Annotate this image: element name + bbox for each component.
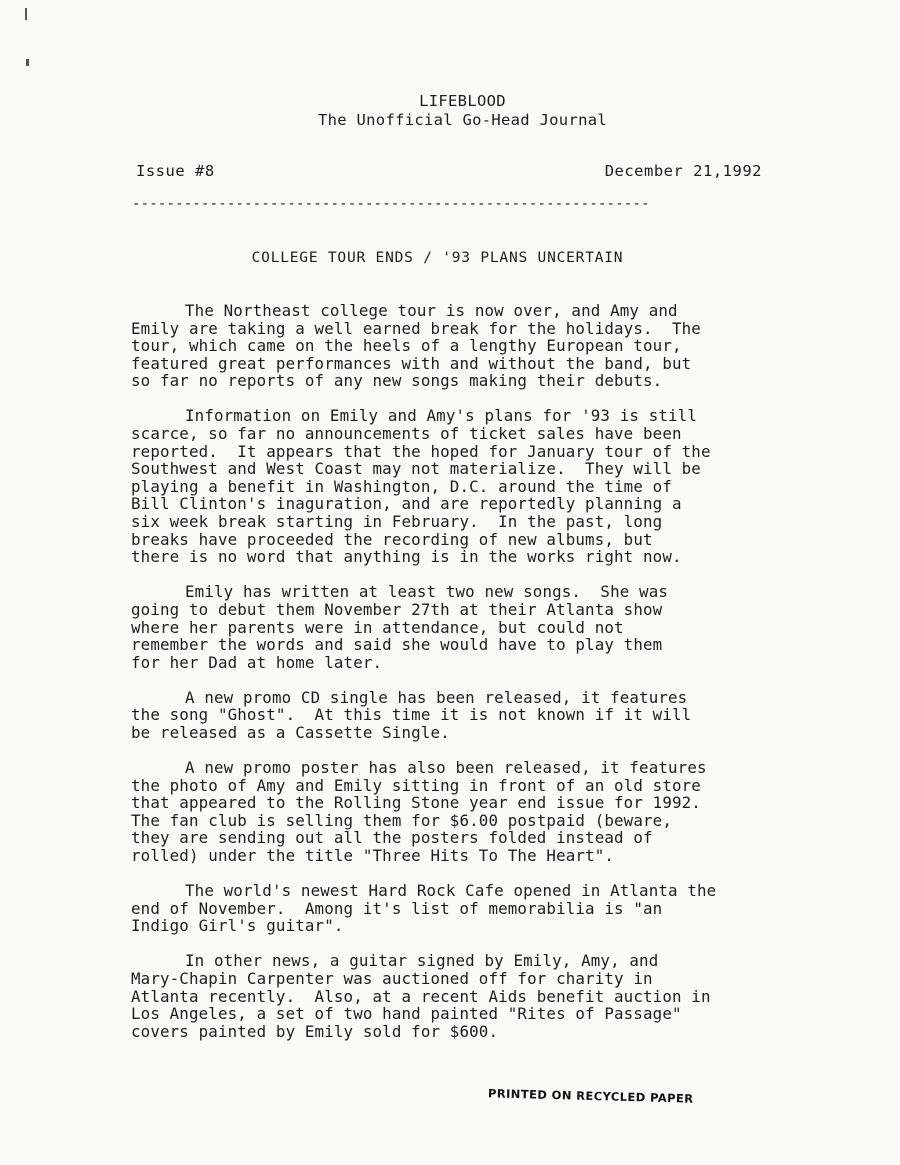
paragraph-line: In other news, a guitar signed by Emily, Amy, and [185, 951, 659, 971]
paragraph-line: be released as a Cassette Single. [131, 722, 450, 742]
paragraph-line: covers painted by Emily sold for $600. [131, 1021, 499, 1041]
paragraph-line: tour, which came on the heels of a lengthy European tour, [131, 336, 682, 356]
paragraph-line: The Northeast college tour is now over, and Amy and [185, 301, 678, 320]
paragraph-line: the song "Ghost". At this time it is not known if it will [131, 705, 692, 725]
paragraph-line: Los Angeles, a set of two hand painted "Rites of Passage" [131, 1004, 682, 1024]
paragraph-line: breaks have proceeded the recording of new albums, but [131, 529, 653, 549]
paragraph-line: The world's newest Hard Rock Cafe opened in Atlanta the [185, 881, 717, 901]
paragraph-line: for her Dad at home later. [131, 652, 383, 672]
paragraph-line: reported. It appears that the hoped for January tour of the [131, 441, 711, 461]
paragraph-line: the photo of Amy and Emily sitting in front of an old store [131, 775, 701, 795]
paragraph-line: Information on Emily and Amy's plans for '93 is still [185, 406, 698, 426]
masthead [0, 92, 900, 130]
article-paragraph [131, 759, 791, 865]
issue-line [136, 162, 762, 180]
paragraph-line: featured great performances with and without the band, but [131, 353, 692, 373]
article-paragraph [131, 302, 791, 390]
publication-title: LIFEBLOOD [419, 92, 506, 110]
paragraph-line: Emily are taking a well earned break for the holidays. The [131, 318, 701, 338]
recycled-paper-stamp: PRINTED ON RECYCLED PAPER [487, 1086, 694, 1106]
paragraph-line: Southwest and West Coast may not materialize. They will be [131, 459, 701, 479]
paragraph-line: scarce, so far no announcements of ticket sales have been [131, 424, 682, 444]
paragraph-line: The fan club is selling them for $6.00 postpaid (beware, [131, 810, 672, 830]
paragraph-line: that appeared to the Rolling Stone year end issue for 1992. [131, 793, 701, 813]
paragraph-line: end of November. Among it's list of memorabilia is "an [131, 898, 663, 918]
dashed-divider: ------------------------------------------------------------ [132, 196, 650, 212]
paragraph-line: Emily has written at least two new songs. She was [185, 582, 669, 602]
issue-date: December 21,1992 [604, 162, 762, 180]
paragraph-line: Indigo Girl's guitar". [131, 916, 344, 936]
paragraph-line: remember the words and said she would have to play them [131, 635, 663, 655]
paragraph-line: where her parents were in attendance, but could not [131, 617, 624, 637]
paragraph-line: playing a benefit in Washington, D.C. around the time of [131, 476, 672, 496]
article-paragraph [131, 583, 791, 671]
issue-number: Issue #8 [136, 162, 215, 180]
article-paragraph [131, 952, 791, 1040]
paragraph-line: they are sending out all the posters folded instead of [131, 828, 653, 848]
binding-mark [26, 59, 29, 66]
article-paragraph [131, 882, 791, 935]
article-headline: COLLEGE TOUR ENDS / '93 PLANS UNCERTAIN [251, 250, 624, 266]
paragraph-line: there is no word that anything is in the works right now. [131, 547, 682, 567]
paragraph-line: Atlanta recently. Also, at a recent Aids benefit auction in [131, 986, 711, 1006]
article-paragraph [131, 407, 791, 565]
article-paragraph [131, 689, 791, 742]
article-body [131, 302, 791, 1058]
paragraph-line: A new promo poster has also been released, it features [185, 758, 707, 778]
publication-subtitle: The Unofficial Go-Head Journal [318, 111, 607, 129]
paragraph-line: Mary-Chapin Carpenter was auctioned off for charity in [131, 969, 653, 988]
paragraph-line: going to debut them November 27th at their Atlanta show [131, 599, 663, 619]
paragraph-line: Bill Clinton's inaguration, and are reportedly planning a [131, 494, 682, 514]
paragraph-line: six week break starting in February. In the past, long [131, 512, 663, 532]
paragraph-line: rolled) under the title "Three Hits To The Heart". [131, 846, 615, 866]
binding-mark [25, 8, 27, 20]
paragraph-line: so far no reports of any new songs making their debuts. [131, 371, 663, 391]
paragraph-line: A new promo CD single has been released, it features [185, 687, 688, 707]
